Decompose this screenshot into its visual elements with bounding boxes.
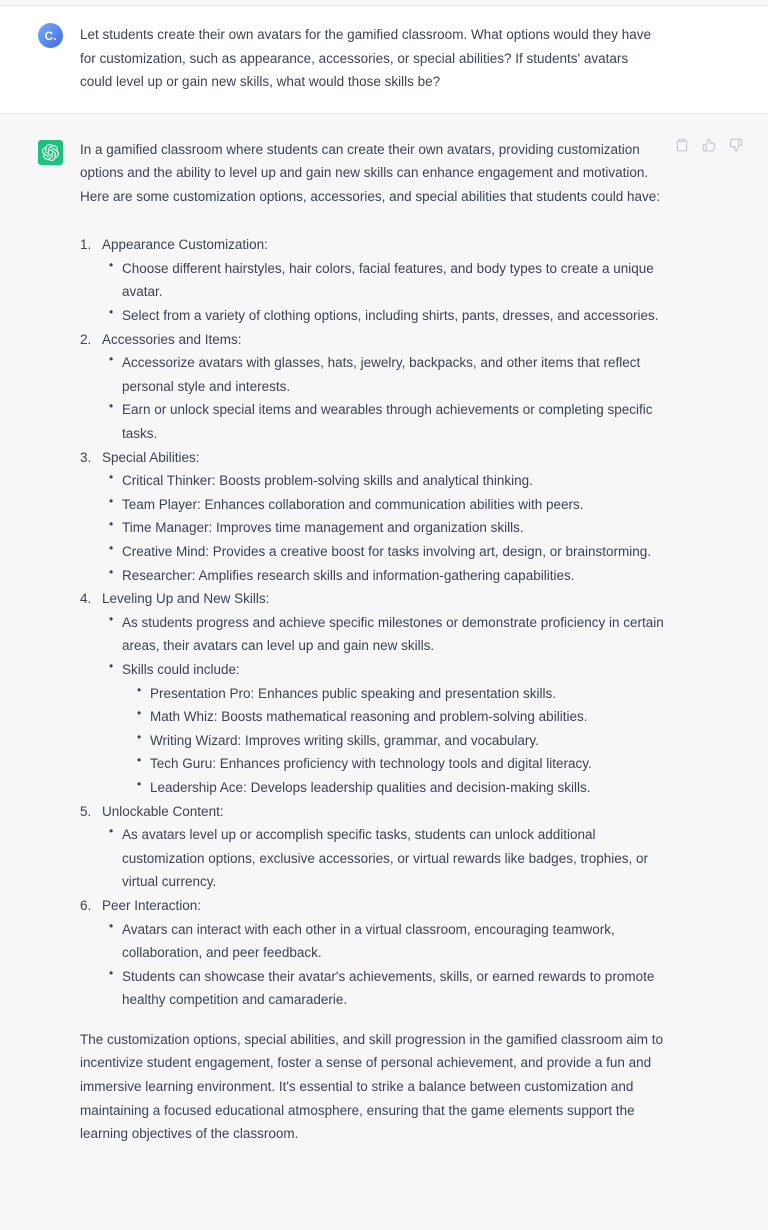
bullet-text: As avatars level up or accomplish specific tasks, students can unlock additional customization options, exclusive accessories, or virtual rewards like badges, trophies, or virtual currency. [122, 827, 648, 890]
list-item [80, 328, 664, 446]
bullet-content [122, 564, 664, 588]
list-item-number: 4. [80, 591, 92, 607]
bullet-dot-icon: • [137, 753, 142, 768]
bullet-text: Students can showcase their avatar's achievements, skills, or earned rewards to promote healthy competition and camaraderie. [122, 968, 655, 1008]
list-item-heading [80, 800, 664, 824]
bullet-text: Leadership Ace: Develops leadership qualities and decision-making skills. [150, 779, 591, 795]
list-item-heading [80, 328, 664, 352]
bullet-list [80, 351, 664, 445]
list-item-number: 3. [80, 449, 92, 465]
list-item-heading [80, 587, 664, 611]
bullet-list [80, 918, 664, 1012]
bullet-list [80, 611, 664, 800]
bullet-dot-icon: • [137, 729, 142, 744]
bullet-text: Writing Wizard: Improves writing skills, grammar, and vocabulary. [150, 732, 539, 748]
bullet-dot-icon: • [109, 352, 114, 367]
bullet-item [109, 304, 664, 328]
bullet-text: Earn or unlock special items and wearables through achievements or completing specific tasks. [122, 402, 653, 442]
list-item [80, 800, 664, 894]
bullet-item [109, 351, 664, 398]
assistant-avatar [38, 140, 63, 165]
thumbs-up-button[interactable] [702, 138, 716, 154]
assistant-message [0, 114, 768, 1230]
bullet-text: Skills could include: [122, 661, 240, 677]
list-item-title: Accessories and Items: [102, 331, 242, 347]
list-item-title: Special Abilities: [102, 449, 200, 465]
bullet-content [122, 304, 664, 328]
user-avatar [38, 23, 63, 48]
bullet-item [109, 965, 664, 1012]
bullet-item [109, 918, 664, 965]
bullet-content [122, 823, 664, 894]
bullet-content [122, 611, 664, 658]
bullet-content [122, 469, 664, 493]
bullet-text: Tech Guru: Enhances proficiency with technology tools and digital literacy. [150, 756, 592, 772]
bullet-dot-icon: • [109, 470, 114, 485]
bullet-text: As students progress and achieve specific milestones or demonstrate proficiency in certain areas, their avatars can level up and gain new skills. [122, 614, 664, 654]
bullet-text: Accessorize avatars with glasses, hats, jewelry, backpacks, and other items that reflect personal style and interests. [122, 355, 641, 394]
list-item [80, 587, 664, 799]
bullet-item [109, 658, 664, 800]
list-item-number: 1. [80, 237, 92, 253]
bullet-item [137, 705, 664, 729]
bullet-text: Creative Mind: Provides a creative boost for tasks involving art, design, or brainstorming. [122, 544, 651, 559]
bullet-list [80, 823, 664, 894]
bullet-dot-icon: • [109, 824, 114, 839]
bullet-dot-icon: • [109, 965, 114, 980]
bullet-list [80, 469, 664, 587]
bullet-item [109, 823, 664, 894]
bullet-dot-icon: • [137, 682, 142, 697]
thumbs-down-icon [729, 138, 743, 152]
list-item [80, 446, 664, 588]
list-item-number: 5. [80, 803, 92, 819]
bullet-text: Researcher: Amplifies research skills and information-gathering capabilities. [122, 567, 575, 583]
bullet-dot-icon: • [109, 541, 114, 555]
bullet-content [122, 257, 664, 304]
bullet-text: Avatars can interact with each other in a virtual classroom, encouraging teamwork, collaboration, and peer feedback. [122, 921, 615, 961]
list-item-number: 2. [80, 331, 92, 347]
bullet-list [80, 257, 664, 328]
bullet-dot-icon: • [109, 658, 114, 673]
copy-button[interactable] [675, 138, 689, 154]
bullet-dot-icon: • [109, 493, 114, 508]
bullet-dot-icon: • [109, 257, 114, 272]
bullet-text: Select from a variety of clothing options, including shirts, pants, dresses, and accessories. [122, 308, 659, 324]
bullet-dot-icon: • [109, 399, 114, 414]
bullet-dot-icon: • [109, 564, 114, 579]
bullet-dot-icon: • [109, 517, 114, 532]
bullet-item [109, 398, 664, 445]
bullet-content [122, 918, 664, 965]
copy-icon [675, 138, 689, 152]
bullet-content [150, 682, 664, 706]
bullet-content [150, 752, 664, 776]
thumbs-up-icon [702, 138, 716, 152]
bullet-item [137, 729, 664, 753]
assistant-list [80, 233, 664, 1012]
bullet-text: Critical Thinker: Boosts problem-solving skills and analytical thinking. [122, 473, 533, 489]
bullet-item [109, 564, 664, 588]
bullet-dot-icon: • [109, 305, 114, 320]
list-item-title: Leveling Up and New Skills: [102, 591, 270, 607]
bullet-item [109, 516, 664, 540]
assistant-outro-paragraph: The customization options, special abilities, and skill progression in the gamified classroom aim to incentivize student engagement, foster a sense of personal achievement, and provide a fun and immersive learning environment. It's essential to strike a balance between customization and maintaining a focused educational atmosphere, ensuring that the game elements support the learning objectives of the classroom. [80, 1031, 664, 1142]
bullet-content [122, 351, 664, 398]
bullet-text: Math Whiz: Boosts mathematical reasoning and problem-solving abilities. [150, 709, 588, 725]
bullet-dot-icon: • [109, 611, 114, 626]
bullet-dot-icon: • [137, 776, 142, 791]
bullet-text: Choose different hairstyles, hair colors, facial features, and body types to create a unique avatar. [122, 260, 654, 300]
list-item-title: Peer Interaction: [102, 897, 202, 913]
user-avatar-label: C. [44, 28, 57, 43]
openai-logo-icon [42, 144, 59, 161]
list-item [80, 894, 664, 1012]
bullet-text: Time Manager: Improves time management and organization skills. [122, 520, 524, 536]
bullet-content [150, 705, 664, 729]
user-message [0, 6, 768, 114]
list-item-heading [80, 233, 664, 257]
bullet-content [122, 658, 664, 800]
bullet-item [109, 611, 664, 658]
bullet-dot-icon: • [137, 706, 142, 721]
bullet-item [109, 257, 664, 304]
list-item-number: 6. [80, 897, 92, 913]
bullet-text: Team Player: Enhances collaboration and communication abilities with peers. [122, 496, 584, 512]
bullet-content [122, 516, 664, 540]
bullet-item [109, 493, 664, 517]
bullet-dot-icon: • [109, 918, 114, 933]
bullet-item [109, 540, 664, 564]
thumbs-down-button[interactable] [729, 138, 743, 154]
message-actions [675, 138, 743, 154]
assistant-intro-paragraph: In a gamified classroom where students can create their own avatars, providing customization options and the ability to level up and gain new skills can enhance engagement and motivation. Here are some customization options, accessories, and special abilities that students could have: [80, 141, 661, 204]
bullet-content [150, 776, 664, 800]
bullet-item [137, 752, 664, 776]
bullet-list [122, 682, 664, 800]
bullet-content [150, 729, 664, 753]
list-item-title: Appearance Customization: [102, 237, 268, 253]
bullet-content [122, 540, 664, 564]
bullet-content [122, 493, 664, 517]
bullet-text: Presentation Pro: Enhances public speaking and presentation skills. [150, 685, 556, 701]
bullet-item [137, 776, 664, 800]
list-item-title: Unlockable Content: [102, 803, 224, 819]
bullet-item [109, 469, 664, 493]
list-item-heading [80, 446, 664, 470]
user-message-text: Let students create their own avatars for the gamified classroom. What options would they have for customization, such as appearance, accessories, or special abilities? If students' avatars could level up or gain new skills, what would those skills be? [80, 27, 652, 89]
bullet-content [122, 965, 664, 1012]
bullet-content [122, 398, 664, 445]
list-item [80, 233, 664, 327]
list-item-heading [80, 894, 664, 918]
bullet-item [137, 682, 664, 706]
